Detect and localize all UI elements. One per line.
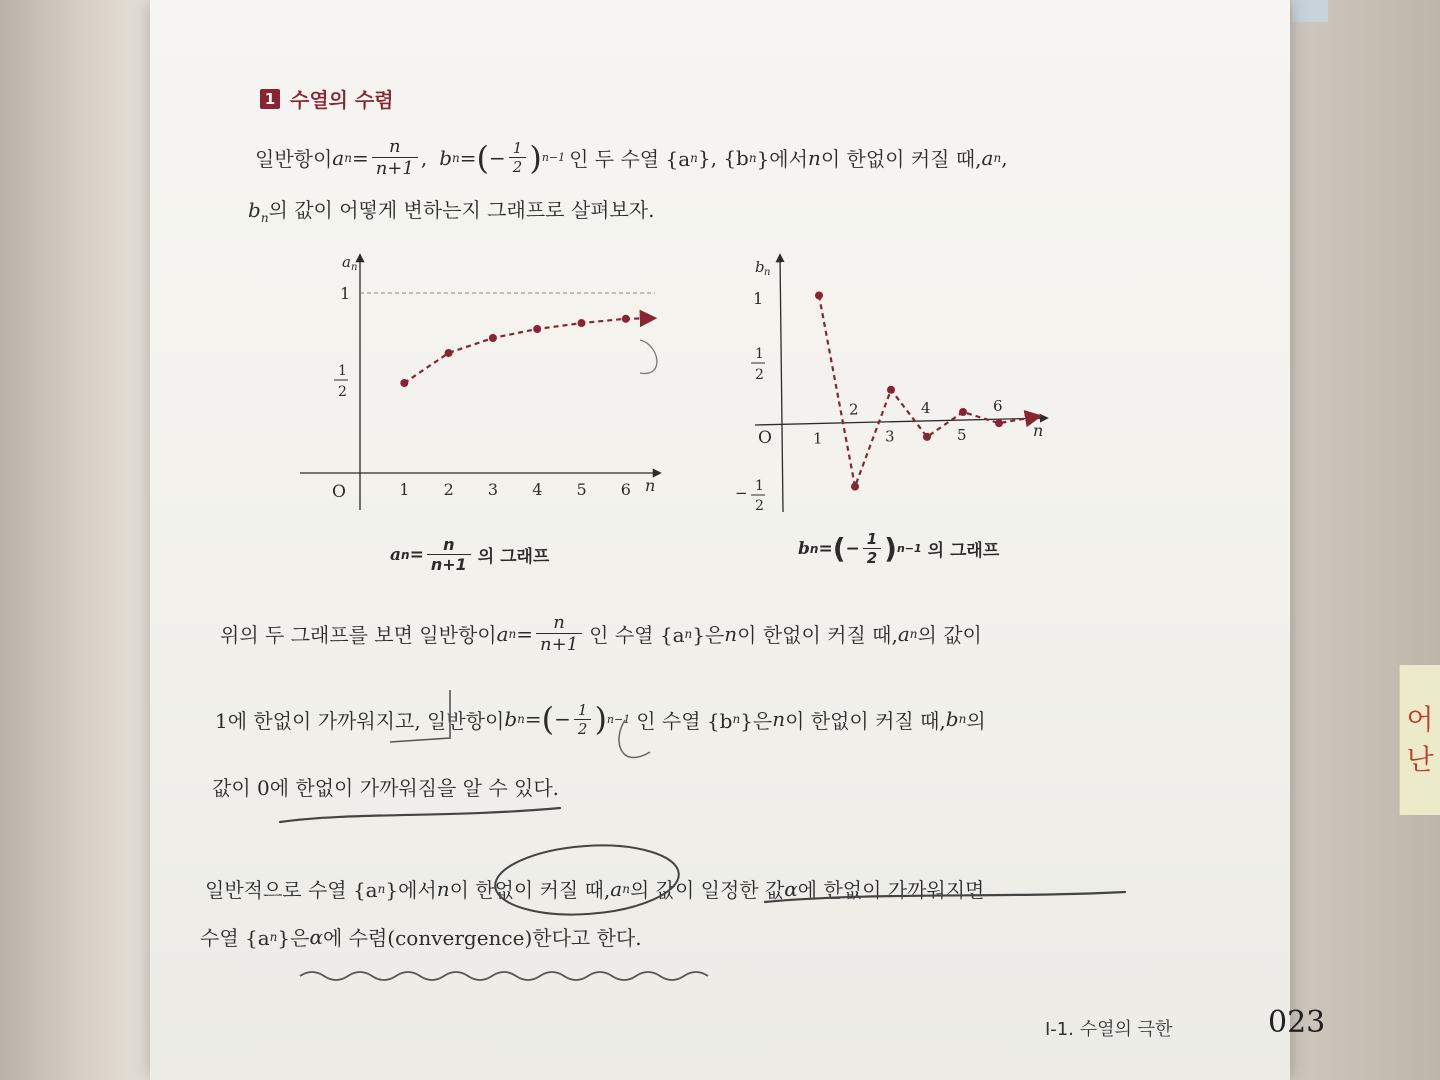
paren-close: ): [529, 138, 542, 177]
y-axis-label: b: [755, 258, 765, 276]
equals-sign: =: [459, 145, 477, 170]
data-point: [400, 379, 408, 387]
y-tick-half-num: 1: [338, 363, 347, 379]
y-tick-1: 1: [753, 289, 764, 308]
x-tick-label: 1: [813, 429, 823, 448]
series-marks: [400, 315, 654, 387]
series-line: [404, 318, 654, 383]
series-line: [819, 295, 1039, 486]
section-header: [260, 84, 394, 113]
svg-text:−: −: [735, 484, 748, 502]
x-tick-label: 2: [849, 400, 859, 419]
definition-line-1: 일반적으로 수열 {a n }에서 n 이 한없이 커질 때, a n 의 값이 일정한 값 α 에 한없이 가까워지면: [205, 876, 985, 902]
x-tick-label: 2: [443, 480, 454, 499]
y-axis-label: a: [342, 253, 351, 271]
bn-symbol: b: [439, 145, 453, 170]
definition-line-2: 수열 {a n }은 α 에 수렴(convergence)한다고 한다.: [200, 924, 642, 950]
body-line-2: 1에 한없이 가까워지고, 일반항이 b n = ( − $\frac{1}{2}$ ) n−1 인 수열 {b n }은 n 이 한없이 커질 때, b n 의: [215, 700, 986, 738]
svg-text:1: 1: [755, 346, 764, 362]
data-point: [851, 483, 859, 491]
intro-text: 일반항이: [255, 147, 333, 171]
data-point: [533, 325, 541, 333]
x-axis-label: n: [645, 476, 656, 495]
svg-text:2: 2: [755, 498, 764, 514]
chapter-footer: Ⅰ-1. 수열의 극한: [1045, 1019, 1173, 1040]
an-symbol: a: [332, 145, 345, 170]
bookmark-tab-top: [1292, 0, 1328, 22]
equals-sign: =: [351, 145, 369, 170]
data-point: [815, 291, 823, 299]
graph-an: [290, 245, 690, 525]
x-tick-label: 1: [399, 480, 410, 499]
underline-converge-0: [280, 808, 560, 822]
exponent: n−1: [541, 151, 566, 164]
desk-left: [0, 0, 150, 1080]
body-line-3: 값이 0에 한없이 가까워짐을 알 수 있다.: [212, 776, 560, 800]
x-tick-label: 3: [487, 480, 499, 499]
intro-line-2: $b_n$의 값이 어떻게 변하는지 그래프로 살펴보자.: [248, 198, 655, 225]
an-subscript: n: [344, 150, 352, 165]
minus-sign: −: [489, 145, 506, 170]
paren-open: (: [476, 138, 490, 177]
y-tick-1: 1: [340, 284, 351, 303]
origin-label: O: [758, 428, 772, 448]
svg-text:1: 1: [755, 478, 764, 494]
series-marks: [815, 291, 1039, 490]
x-tick-label: 5: [957, 426, 967, 445]
fraction-one-half: $\frac{1}{2}$: [509, 139, 527, 176]
data-point: [445, 349, 453, 357]
data-point: [959, 408, 967, 416]
section-number: 1: [260, 89, 280, 109]
x-axis-label: n: [1033, 421, 1044, 440]
sticky-tab-text: 어 난: [1406, 703, 1434, 776]
x-tick-label: 3: [885, 427, 895, 446]
x-ticks: [399, 480, 631, 499]
data-point: [887, 386, 895, 394]
graph-bn-caption: b n = ( − $\frac{1}{2}$ ) n−1 의 그래프: [798, 530, 1000, 567]
x-tick-label: 6: [620, 480, 631, 499]
intro-line-1: 일반항이 a n = $\frac{n}{n+1}$ , b n = ( − $\frac{1}{2}$ ) n−1 인 두 수열 {a n }, {b n }에서 n 이 한없이 커질 때, a n ,: [255, 136, 1008, 179]
x-tick-label: 6: [993, 397, 1003, 416]
comma: ,: [420, 145, 428, 170]
section-title: 수열의 수렴: [290, 88, 394, 112]
data-point: [489, 334, 497, 342]
y-axis: [780, 255, 783, 512]
data-point: [578, 319, 586, 327]
x-tick-label: 4: [921, 398, 931, 417]
svg-text:2: 2: [755, 367, 764, 383]
y-tick-half-den: 2: [338, 384, 347, 400]
page-number: 023: [1268, 1005, 1326, 1040]
graph-bn: [725, 250, 1215, 520]
x-tick-label: 5: [576, 480, 587, 499]
data-point: [622, 315, 630, 323]
book-page: [150, 0, 1326, 1080]
graph-an-caption: a n = $\frac{n}{n+1}$ 의 그래프: [390, 535, 550, 574]
body-line-1: 위의 두 그래프를 보면 일반항이 a n = $\frac{n}{n+1}$ 인 수열 {a n }은 n 이 한없이 커질 때, a n 의 값이: [220, 612, 982, 655]
x-tick-label: 4: [532, 480, 543, 499]
svg-text:n: n: [351, 262, 358, 273]
data-point: [995, 419, 1003, 427]
data-point: [923, 433, 931, 441]
bn-subscript: n: [452, 150, 460, 165]
wavy-underline-convergence: [300, 972, 708, 980]
fraction-n-over-n-plus-1: $\frac{n}{n+1}$: [372, 136, 418, 179]
origin-label: O: [332, 482, 346, 502]
svg-text:n: n: [764, 267, 771, 278]
desk-right: [1280, 0, 1440, 1080]
